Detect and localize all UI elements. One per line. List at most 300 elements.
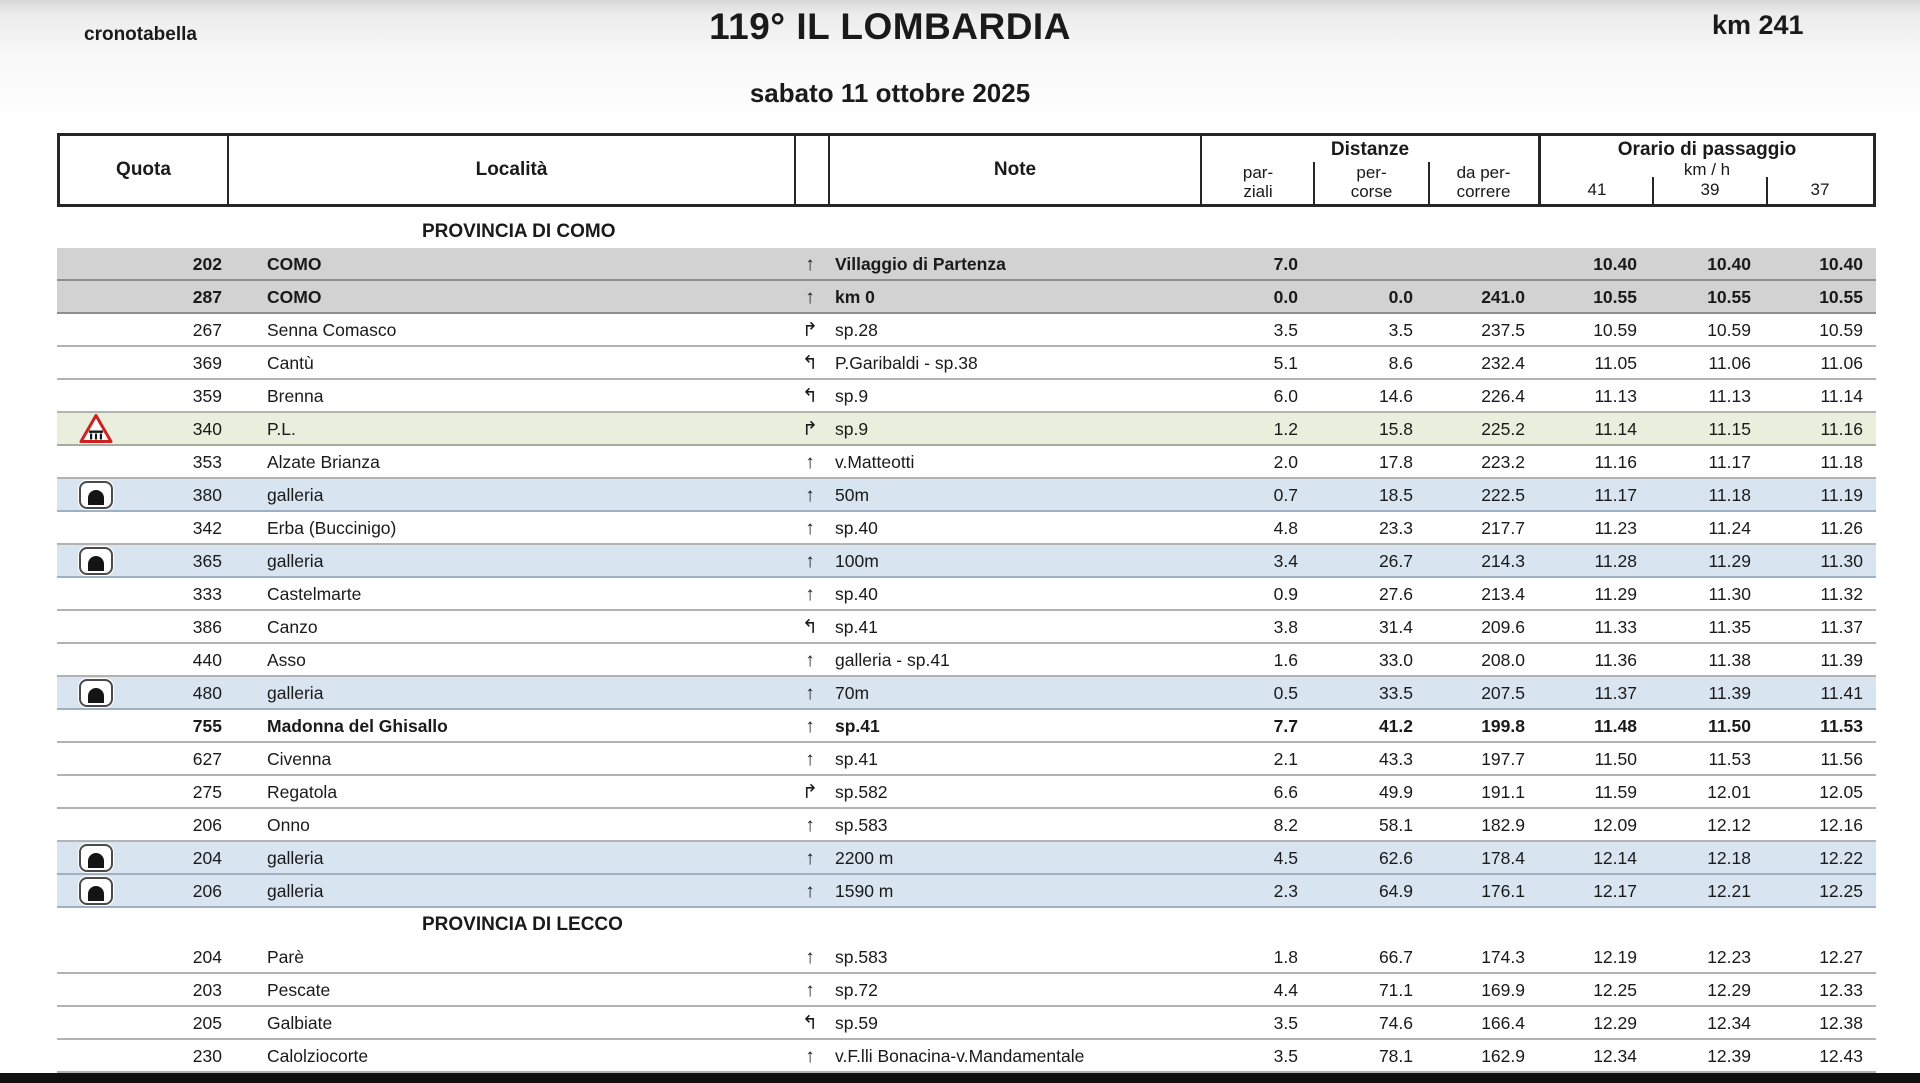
table-row xyxy=(57,380,1876,413)
orario-41-value: 12.09 xyxy=(1593,815,1637,835)
note-value: galleria - sp.41 xyxy=(835,650,950,670)
table-row xyxy=(57,446,1876,479)
note-value: 2200 m xyxy=(835,848,894,868)
orario-37-value: 10.59 xyxy=(1819,320,1863,340)
turn-icon: ↑ xyxy=(805,518,815,539)
distanza-parziale-value: 3.5 xyxy=(1273,1046,1298,1066)
distanza-percorsa-value: 15.8 xyxy=(1378,419,1413,439)
localita-value: Parè xyxy=(267,947,304,967)
distanza-percorsa-value: 14.6 xyxy=(1378,386,1413,406)
turn-icon: ↑ xyxy=(805,749,815,770)
distanza-percorsa-value: 27.6 xyxy=(1378,584,1413,604)
note-value: sp.583 xyxy=(835,947,888,967)
distanza-parziale-value: 2.0 xyxy=(1273,452,1298,472)
total-distance: km 241 xyxy=(1712,10,1804,40)
table-row xyxy=(57,809,1876,842)
header-turn-column xyxy=(796,136,830,204)
distanza-parziale-value: 0.9 xyxy=(1273,584,1298,604)
note-value: 70m xyxy=(835,683,870,703)
distanza-percorsa-value: 17.8 xyxy=(1378,452,1413,472)
header-speed-41: 41 xyxy=(1587,180,1607,199)
orario-41-value: 11.59 xyxy=(1594,782,1637,802)
localita-value: Erba (Buccinigo) xyxy=(267,518,397,538)
distanza-da-percorrere-value: 166.4 xyxy=(1481,1013,1525,1033)
orario-37-value: 11.41 xyxy=(1820,683,1863,703)
turn-icon: ↑ xyxy=(805,848,815,869)
distanza-parziale-value: 0.0 xyxy=(1273,287,1298,307)
distanza-percorsa-value: 23.3 xyxy=(1378,518,1413,538)
quota-cell xyxy=(57,644,226,675)
note-value: sp.72 xyxy=(835,980,878,1000)
table-row xyxy=(57,710,1876,743)
quota-cell xyxy=(57,809,226,840)
localita-value: Regatola xyxy=(267,782,338,802)
orario-37-value: 12.25 xyxy=(1819,881,1863,901)
table-row xyxy=(57,644,1876,677)
localita-value: Asso xyxy=(267,650,306,670)
distanza-da-percorrere-value: 226.4 xyxy=(1481,386,1525,406)
distanza-parziale-value: 2.3 xyxy=(1273,881,1298,901)
turn-icon: ↑ xyxy=(805,1046,815,1067)
orario-37-value: 11.26 xyxy=(1820,518,1863,538)
table-row xyxy=(57,974,1876,1007)
header-speed-39: 39 xyxy=(1653,180,1767,204)
distanza-da-percorrere-value: 182.9 xyxy=(1481,815,1525,835)
orario-37-value: 12.43 xyxy=(1819,1046,1863,1066)
header-distanze-group xyxy=(1202,136,1541,204)
distanza-da-percorrere-value: 232.4 xyxy=(1481,353,1525,373)
header-parziali: par- ziali xyxy=(1242,163,1274,201)
note-value: Villaggio di Partenza xyxy=(835,254,1006,274)
distanza-parziale-value: 3.5 xyxy=(1273,1013,1298,1033)
quota-cell xyxy=(57,743,226,774)
orario-37-value: 11.53 xyxy=(1820,716,1863,736)
orario-37-value: 12.33 xyxy=(1819,980,1863,1000)
cronotabella-table xyxy=(57,133,1876,1073)
quota-cell xyxy=(57,512,226,543)
localita-value: galleria xyxy=(267,551,324,571)
quota-value: 755 xyxy=(192,716,222,736)
quota-value: 627 xyxy=(192,749,222,769)
table-row xyxy=(57,281,1876,314)
distanza-da-percorrere-value: 169.9 xyxy=(1481,980,1525,1000)
orario-37-value: 12.38 xyxy=(1819,1013,1863,1033)
orario-39-value: 11.39 xyxy=(1708,683,1751,703)
orario-37-value: 11.56 xyxy=(1820,749,1863,769)
quota-value: 386 xyxy=(192,617,222,637)
distanza-da-percorrere-value: 225.2 xyxy=(1481,419,1525,439)
table-row xyxy=(57,1040,1876,1073)
distanza-da-percorrere-value: 208.0 xyxy=(1481,650,1525,670)
orario-41-value: 11.13 xyxy=(1594,386,1637,406)
orario-41-value: 12.29 xyxy=(1593,1013,1637,1033)
header-kmh-label: km / h xyxy=(1683,160,1731,179)
row-icon-slot xyxy=(79,547,113,575)
distanza-percorsa-value: 18.5 xyxy=(1378,485,1413,505)
quota-cell xyxy=(57,677,226,708)
table-row xyxy=(57,875,1876,908)
note-value: sp.59 xyxy=(835,1013,878,1033)
distanza-da-percorrere-value: 217.7 xyxy=(1481,518,1525,538)
distanza-parziale-value: 0.5 xyxy=(1273,683,1298,703)
quota-value: 480 xyxy=(192,683,222,703)
turn-icon: ↑ xyxy=(805,716,815,737)
table-row xyxy=(57,578,1876,611)
localita-value: Onno xyxy=(267,815,310,835)
orario-37-value: 11.32 xyxy=(1820,584,1863,604)
distanza-percorsa-value: 31.4 xyxy=(1378,617,1413,637)
distanza-da-percorrere-value: 176.1 xyxy=(1481,881,1525,901)
note-value: P.Garibaldi - sp.38 xyxy=(835,353,978,373)
quota-cell xyxy=(57,941,226,972)
table-row xyxy=(57,842,1876,875)
tunnel-icon xyxy=(79,679,113,707)
quota-cell xyxy=(57,776,226,807)
tunnel-icon xyxy=(79,844,113,872)
distanza-da-percorrere-value: 237.5 xyxy=(1481,320,1525,340)
province-section-row xyxy=(57,908,1876,941)
orario-41-value: 11.29 xyxy=(1594,584,1637,604)
distanza-da-percorrere-value: 191.1 xyxy=(1481,782,1525,802)
orario-37-value: 11.30 xyxy=(1820,551,1863,571)
distanza-parziale-value: 4.4 xyxy=(1273,980,1298,1000)
note-value: sp.28 xyxy=(835,320,878,340)
orario-39-value: 11.15 xyxy=(1708,419,1751,439)
localita-value: Civenna xyxy=(267,749,332,769)
localita-value: Calolziocorte xyxy=(267,1046,369,1066)
row-icon-slot xyxy=(79,877,113,905)
orario-41-value: 10.40 xyxy=(1593,254,1637,274)
orario-39-value: 10.59 xyxy=(1707,320,1751,340)
localita-value: galleria xyxy=(267,848,324,868)
distanza-da-percorrere-value: 178.4 xyxy=(1481,848,1525,868)
orario-37-value: 10.40 xyxy=(1819,254,1863,274)
orario-39-value: 11.13 xyxy=(1708,386,1751,406)
orario-39-value: 11.06 xyxy=(1708,353,1751,373)
quota-cell xyxy=(57,281,226,312)
page-title: 119° IL LOMBARDIA xyxy=(709,6,1071,47)
orario-39-value: 12.21 xyxy=(1707,881,1751,901)
header-localita xyxy=(229,136,796,204)
table-body xyxy=(57,215,1876,1073)
quota-cell xyxy=(57,479,226,510)
orario-41-value: 11.05 xyxy=(1594,353,1637,373)
quota-value: 204 xyxy=(192,947,222,967)
distanza-parziale-value: 3.5 xyxy=(1273,320,1298,340)
turn-icon: ↰ xyxy=(802,1013,818,1034)
distanza-parziale-value: 8.2 xyxy=(1273,815,1298,835)
distanza-parziale-value: 0.7 xyxy=(1273,485,1298,505)
header-note-label: Note xyxy=(993,159,1037,180)
distanza-da-percorrere-value: 199.8 xyxy=(1481,716,1525,736)
distanza-parziale-value: 7.0 xyxy=(1273,254,1298,274)
localita-value: Pescate xyxy=(267,980,331,1000)
distanza-parziale-value: 2.1 xyxy=(1273,749,1298,769)
quota-cell xyxy=(57,314,226,345)
distanza-percorsa-value: 3.5 xyxy=(1388,320,1413,340)
localita-value: Senna Comasco xyxy=(267,320,397,340)
quota-value: 202 xyxy=(192,254,222,274)
distanza-percorsa-value: 64.9 xyxy=(1378,881,1413,901)
orario-39-value: 11.18 xyxy=(1708,485,1751,505)
orario-37-value: 10.55 xyxy=(1819,287,1863,307)
distanza-percorsa-value: 26.7 xyxy=(1378,551,1413,571)
localita-value: Alzate Brianza xyxy=(267,452,380,472)
header-distanze-label: Distanze xyxy=(1330,139,1410,160)
quota-value: 342 xyxy=(192,518,222,538)
distanza-parziale-value: 7.7 xyxy=(1273,716,1298,736)
orario-41-value: 12.25 xyxy=(1593,980,1637,1000)
distanza-parziale-value: 3.4 xyxy=(1273,551,1298,571)
orario-41-value: 12.19 xyxy=(1593,947,1637,967)
race-date: sabato 11 ottobre 2025 xyxy=(749,78,1031,108)
localita-value: galleria xyxy=(267,485,324,505)
quota-cell xyxy=(57,974,226,1005)
distanza-da-percorrere-value: 214.3 xyxy=(1481,551,1525,571)
orario-37-value: 12.22 xyxy=(1819,848,1863,868)
orario-41-value: 11.37 xyxy=(1594,683,1637,703)
orario-41-value: 12.34 xyxy=(1593,1046,1637,1066)
distanza-da-percorrere-value: 174.3 xyxy=(1481,947,1525,967)
distanza-parziale-value: 5.1 xyxy=(1273,353,1298,373)
localita-value: galleria xyxy=(267,683,324,703)
orario-39-value: 11.17 xyxy=(1708,452,1751,472)
table-row xyxy=(57,314,1876,347)
quota-value: 203 xyxy=(192,980,222,1000)
quota-cell xyxy=(57,248,226,279)
turn-icon: ↰ xyxy=(802,617,818,638)
quota-cell xyxy=(57,1040,226,1071)
tunnel-icon xyxy=(79,547,113,575)
quota-cell xyxy=(57,842,226,873)
orario-39-value: 11.29 xyxy=(1708,551,1751,571)
header-note xyxy=(830,136,1202,204)
header-orario-label: Orario di passaggio xyxy=(1617,139,1797,160)
distanza-percorsa-value: 74.6 xyxy=(1378,1013,1413,1033)
quota-value: 205 xyxy=(192,1013,222,1033)
table-row xyxy=(57,413,1876,446)
quota-cell xyxy=(57,1007,226,1038)
orario-41-value: 11.17 xyxy=(1594,485,1637,505)
orario-37-value: 11.16 xyxy=(1820,419,1863,439)
turn-icon: ↑ xyxy=(805,551,815,572)
row-icon-slot xyxy=(79,481,113,509)
quota-cell xyxy=(57,710,226,741)
quota-value: 440 xyxy=(192,650,222,670)
orario-39-value: 12.34 xyxy=(1707,1013,1751,1033)
quota-value: 340 xyxy=(192,419,222,439)
quota-cell xyxy=(57,347,226,378)
turn-icon: ↑ xyxy=(805,650,815,671)
tunnel-icon xyxy=(79,481,113,509)
note-value: sp.582 xyxy=(835,782,888,802)
distanza-percorsa-value: 8.6 xyxy=(1388,353,1413,373)
turn-icon: ↑ xyxy=(805,881,815,902)
distanza-da-percorrere-value: 197.7 xyxy=(1481,749,1525,769)
quota-value: 380 xyxy=(192,485,222,505)
orario-37-value: 11.18 xyxy=(1820,452,1863,472)
distanza-parziale-value: 1.8 xyxy=(1273,947,1298,967)
orario-39-value: 11.35 xyxy=(1708,617,1751,637)
distanza-percorsa-value: 66.7 xyxy=(1378,947,1413,967)
table-header xyxy=(57,133,1876,207)
table-row xyxy=(57,1007,1876,1040)
header-da-percorrere: da per- correre xyxy=(1429,160,1538,204)
distanza-parziale-value: 6.0 xyxy=(1273,386,1298,406)
localita-value: Galbiate xyxy=(267,1013,333,1033)
orario-39-value: 11.24 xyxy=(1708,518,1751,538)
page-bottom-edge xyxy=(0,1073,1920,1083)
orario-39-value: 11.50 xyxy=(1708,716,1751,736)
orario-37-value: 12.05 xyxy=(1819,782,1863,802)
orario-39-value: 11.30 xyxy=(1708,584,1751,604)
distanza-percorsa-value: 0.0 xyxy=(1388,287,1413,307)
quota-value: 333 xyxy=(192,584,222,604)
quota-cell xyxy=(57,380,226,411)
table-row xyxy=(57,479,1876,512)
orario-39-value: 12.01 xyxy=(1707,782,1751,802)
header-quota xyxy=(60,136,229,204)
distanza-parziale-value: 1.6 xyxy=(1273,650,1298,670)
localita-value: COMO xyxy=(267,287,322,307)
table-row xyxy=(57,776,1876,809)
distanza-percorsa-value: 58.1 xyxy=(1378,815,1413,835)
turn-icon: ↱ xyxy=(802,320,818,341)
orario-37-value: 12.27 xyxy=(1819,947,1863,967)
turn-icon: ↑ xyxy=(805,980,815,1001)
table-row xyxy=(57,545,1876,578)
header-speeds xyxy=(1541,180,1873,204)
turn-icon: ↰ xyxy=(802,386,818,407)
localita-value: Brenna xyxy=(267,386,324,406)
quota-value: 369 xyxy=(192,353,222,373)
orario-41-value: 11.50 xyxy=(1594,749,1637,769)
distanza-da-percorrere-value: 207.5 xyxy=(1481,683,1525,703)
header-distanze-subcolumns xyxy=(1202,160,1538,204)
row-icon-slot xyxy=(79,413,113,444)
orario-41-value: 10.59 xyxy=(1593,320,1637,340)
note-value: sp.41 xyxy=(835,716,880,736)
orario-41-value: 12.17 xyxy=(1593,881,1637,901)
orario-37-value: 11.06 xyxy=(1820,353,1863,373)
quota-cell xyxy=(57,446,226,477)
note-value: sp.583 xyxy=(835,815,888,835)
orario-37-value: 11.37 xyxy=(1820,617,1863,637)
doc-label: cronotabella xyxy=(84,24,197,45)
turn-icon: ↑ xyxy=(805,683,815,704)
orario-37-value: 11.19 xyxy=(1820,485,1863,505)
orario-37-value: 11.39 xyxy=(1820,650,1863,670)
turn-icon: ↑ xyxy=(805,584,815,605)
distanza-da-percorrere-value xyxy=(1426,248,1538,279)
header-percorse: per- corse xyxy=(1314,160,1429,204)
quota-value: 206 xyxy=(192,815,222,835)
header-orario-group xyxy=(1541,136,1873,204)
orario-41-value: 11.28 xyxy=(1594,551,1637,571)
distanza-parziale-value: 4.5 xyxy=(1273,848,1298,868)
table-row xyxy=(57,248,1876,281)
distanza-da-percorrere-value: 241.0 xyxy=(1481,287,1525,307)
quota-cell xyxy=(57,545,226,576)
header-quota-label: Quota xyxy=(116,159,171,180)
localita-value: galleria xyxy=(267,881,324,901)
quota-value: 359 xyxy=(192,386,222,406)
quota-value: 267 xyxy=(192,320,222,340)
table-row xyxy=(57,743,1876,776)
table-row xyxy=(57,941,1876,974)
orario-41-value: 11.23 xyxy=(1594,518,1637,538)
orario-39-value: 12.18 xyxy=(1707,848,1751,868)
distanza-parziale-value: 4.8 xyxy=(1273,518,1298,538)
header-localita-label: Località xyxy=(475,159,548,180)
distanza-da-percorrere-value: 209.6 xyxy=(1481,617,1525,637)
localita-value: Castelmarte xyxy=(267,584,362,604)
note-value: v.F.lli Bonacina-v.Mandamentale xyxy=(835,1046,1085,1066)
orario-39-value: 11.38 xyxy=(1708,650,1751,670)
quota-value: 275 xyxy=(192,782,222,802)
distanza-percorsa-value: 78.1 xyxy=(1378,1046,1413,1066)
table-row xyxy=(57,611,1876,644)
quota-cell xyxy=(57,413,226,444)
localita-value: COMO xyxy=(267,254,322,274)
distanza-da-percorrere-value: 222.5 xyxy=(1481,485,1525,505)
orario-39-value: 12.12 xyxy=(1707,815,1751,835)
section-label: PROVINCIA DI COMO xyxy=(422,221,616,242)
quota-cell xyxy=(57,611,226,642)
quota-value: 204 xyxy=(192,848,222,868)
distanza-percorsa-value: 41.2 xyxy=(1378,716,1413,736)
orario-41-value: 12.14 xyxy=(1593,848,1637,868)
turn-icon: ↑ xyxy=(805,452,815,473)
note-value: sp.9 xyxy=(835,419,869,439)
table-row xyxy=(57,512,1876,545)
turn-icon: ↱ xyxy=(802,419,818,440)
distanza-percorsa-value: 43.3 xyxy=(1378,749,1413,769)
localita-value: P.L. xyxy=(267,419,296,439)
localita-value: Canzo xyxy=(267,617,318,637)
localita-value: Madonna del Ghisallo xyxy=(267,716,448,736)
quota-value: 230 xyxy=(192,1046,222,1066)
orario-41-value: 11.14 xyxy=(1594,419,1637,439)
orario-41-value: 10.55 xyxy=(1593,287,1637,307)
distanza-parziale-value: 1.2 xyxy=(1273,419,1298,439)
turn-icon: ↑ xyxy=(805,254,815,275)
turn-icon: ↑ xyxy=(805,947,815,968)
header-speed-37: 37 xyxy=(1767,180,1873,204)
section-label: PROVINCIA DI LECCO xyxy=(422,914,623,935)
distanza-percorsa-value: 33.5 xyxy=(1378,683,1413,703)
note-value: sp.40 xyxy=(835,518,878,538)
quota-value: 287 xyxy=(192,287,222,307)
orario-37-value: 12.16 xyxy=(1819,815,1863,835)
quota-value: 365 xyxy=(192,551,222,571)
distanza-da-percorrere-value: 213.4 xyxy=(1481,584,1525,604)
note-value: 1590 m xyxy=(835,881,894,901)
row-icon-slot xyxy=(79,679,113,707)
orario-39-value: 12.29 xyxy=(1707,980,1751,1000)
quota-value: 353 xyxy=(192,452,222,472)
orario-39-value: 11.53 xyxy=(1708,749,1751,769)
table-row xyxy=(57,677,1876,710)
table-row xyxy=(57,347,1876,380)
row-icon-slot xyxy=(79,844,113,872)
orario-39-value: 10.40 xyxy=(1707,254,1751,274)
tunnel-icon xyxy=(79,877,113,905)
distanza-parziale-value: 6.6 xyxy=(1273,782,1298,802)
distanza-da-percorrere-value: 162.9 xyxy=(1481,1046,1525,1066)
note-value: sp.41 xyxy=(835,749,878,769)
note-value: 50m xyxy=(835,485,870,505)
